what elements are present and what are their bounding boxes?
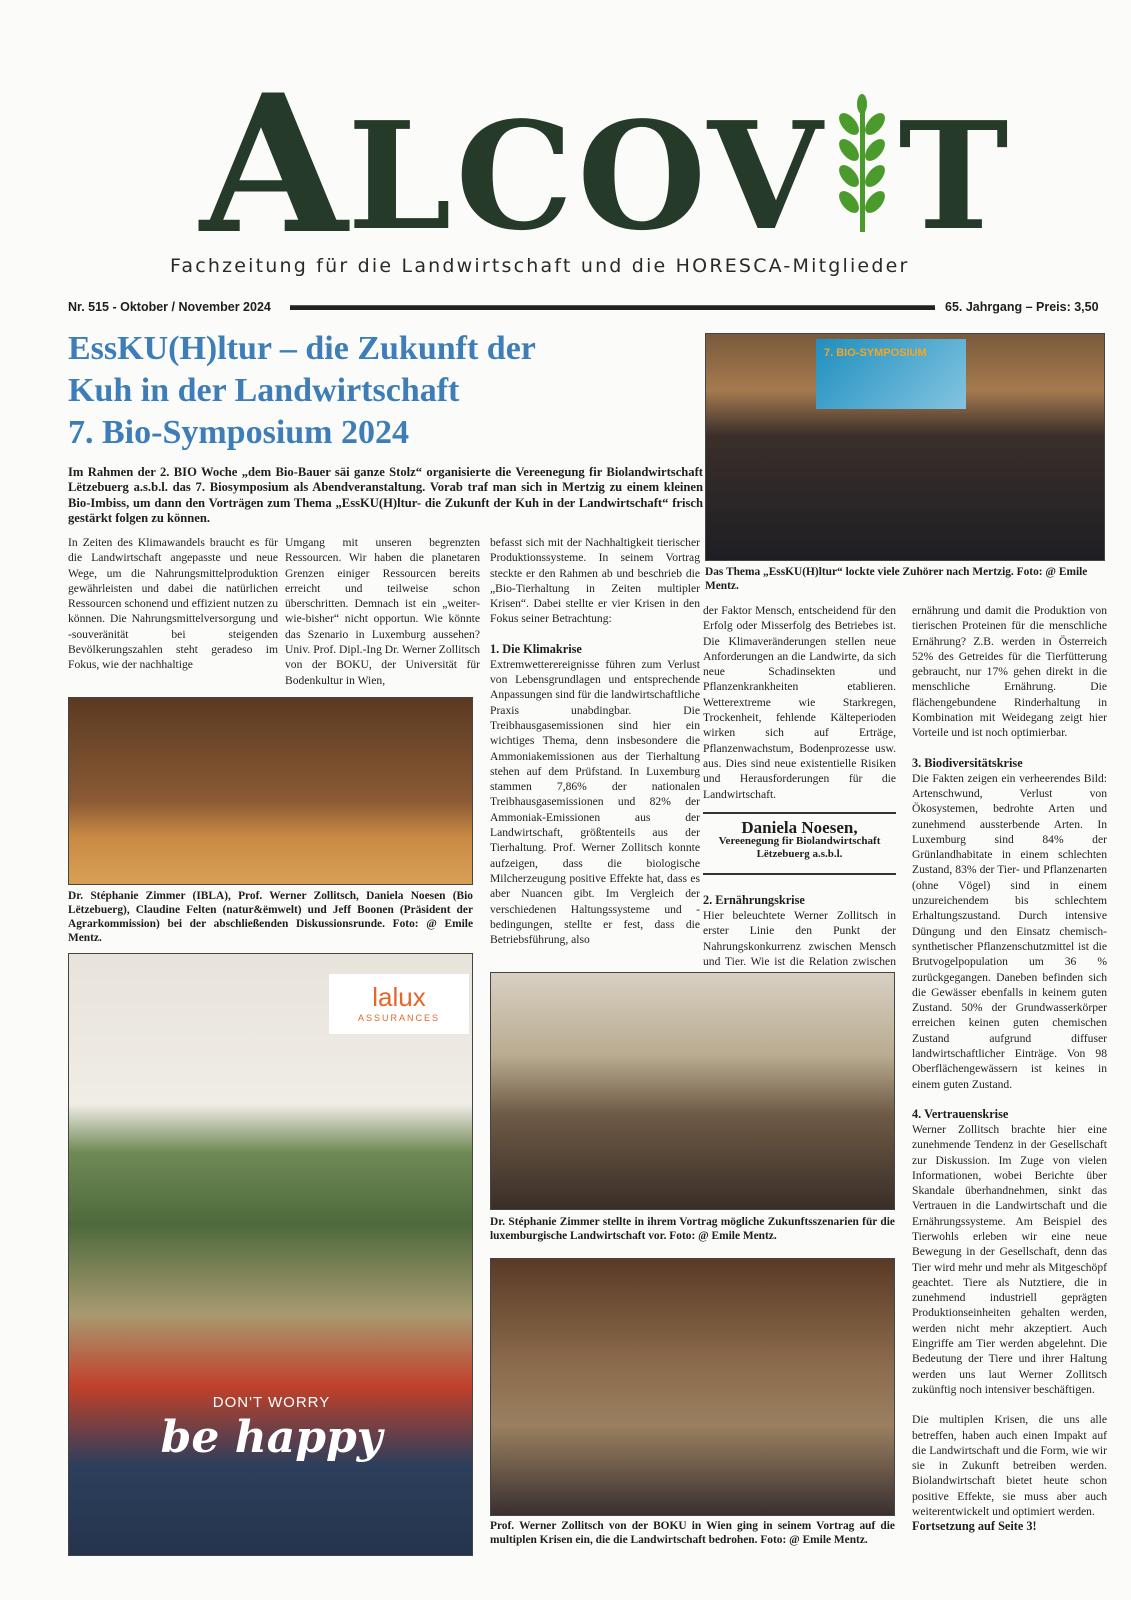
- masthead-rule: [290, 305, 935, 310]
- panel-discussion-photo: [68, 697, 473, 885]
- zimmer-photo-caption: Dr. Stéphanie Zimmer stellte in ihrem Vortrag mögliche Zukunftsszenarien für die luxemburgische Landwirtschaft vor. Foto: @ Emile Mentz.: [490, 1216, 895, 1242]
- volume-price: 65. Jahrgang – Preis: 3,50: [945, 300, 1099, 314]
- paragraph: Die Fakten zeigen ein verheerendes Bild: Artenschwund, Verlust von Ökosystemen, bedrohte Arten und zunehmend aussterbende Arten. In Luxemburg sind 84% der Grünlandhabitate in einem schlechten Zustand, 83% der Tier- und Pflanzenarten (ohne Vögel) sind in einem unzureichendem bis schlechtem Erhaltungszustand. Durch intensive Düngung und den Einsatz chemisch-synthetischer Pflanzenschutzmittel ist die Brutvogelpopulation um 36 % zurückgegangen. Daneben befinden sich die Gewässer ebenfalls in keinem guten Zustand. 50% der Grundwasserkörper erreichen keinen guten chemischen Zustand aufgrund diffuser landwirtschaftlicher Einträge. Von 98 Oberflächengewässern ist keines in einem guten Zustand.: [912, 771, 1107, 1091]
- article-column-3: [490, 535, 700, 965]
- paragraph: Extremwetterereignisse führen zum Verlust von Lebensgrundlagen und entsprechende Anpassungen sind für die landwirtschaftliche Praxis unabdingbar. Die Treibhausgasemissionen sind hier ein wichtiges Thema, denn insbesondere die Ammoniakemissionen aus der Tierhaltung stehen auf dem Prüfstand. In Luxemburg stammen 7,86% der nationalen Treibhausgasemissionen und 82% der Ammoniak-Emissionen aus der Landwirtschaft, größtenteils aus der Tierhaltung. Prof. Werner Zollitsch konnte aufzeigen, dass die biologische Milcherzeugung positive Effekte hat, dass es aber Nuancen gibt. Im Vergleich der verschiedenen Haltungssysteme und -bedingungen, stellte er fest, dass die Betriebsführung, also: [490, 657, 700, 947]
- headline-line: Kuh in der Landwirtschaft: [68, 372, 460, 409]
- zimmer-presentation-photo: [490, 972, 895, 1210]
- logo-letter-t: T: [898, 89, 1013, 263]
- author-signature: [703, 812, 896, 875]
- paragraph: befasst sich mit der Nachhaltigkeit tierischer Produktionssysteme. In seinem Vortrag steckte er den Rahmen ab und beschrieb die „Bio-Tierhaltung in Zeiten multipler Krisen“. Dabei stellte er vier Krisen in den Fokus seiner Betrachtung:: [490, 536, 700, 626]
- issue-number: Nr. 515 - Oktober / November 2024: [68, 300, 271, 314]
- author-organization: Vereenegung fir Biolandwirtschaft Lëtzebuerg a.s.b.l.: [718, 835, 881, 861]
- section-heading: 1. Die Klimakrise: [490, 641, 582, 656]
- headline-line: EssKU(H)ltur – die Zukunft der: [68, 330, 536, 367]
- audience-photo: [705, 333, 1105, 561]
- article-column-4: [703, 603, 896, 969]
- audience-photo-caption: Das Thema „EssKU(H)ltur“ lockte viele Zuhörer nach Mertzig. Foto: @ Emile Mentz.: [705, 566, 1088, 592]
- article-column-2: Umgang mit unseren begrenzten Ressourcen. Wir haben die planetaren Grenzen einiger Ressourcen bereits erreicht und teilweise schon überschritten. Demnach ist ein „weiter-wie-bisher“ nicht opportun. Wie könnte das Szenario in Luxemburg aussehen? Univ. Prof. Dipl.-Ing Dr. Werner Zollitsch von der BOKU, der Universität für Bodenkultur in Wien,: [285, 536, 480, 687]
- tagline: Fachzeitung für die Landwirtschaft und die HORESCA-Mitglieder: [170, 255, 910, 277]
- zollitsch-presentation-photo: [490, 1258, 895, 1516]
- section-heading: 3. Biodiversitätskrise: [912, 755, 1023, 770]
- projection-slide: 7. BIO-SYMPOSIUM: [816, 339, 966, 409]
- section-heading: 2. Ernährungskrise: [703, 893, 805, 908]
- article-column-5: [912, 603, 1107, 1563]
- ad-slogan-line1: DON'T WORRY: [212, 1394, 331, 1411]
- paragraph: Hier beleuchtete Werner Zollitsch in erster Linie den Punkt der Nahrungskonkurrenz zwischen Mensch und Tier. Wie ist die Relation zwischen: [703, 909, 896, 969]
- paragraph: Werner Zollitsch brachte hier eine zunehmende Tendenz in der Gesellschaft zur Diskussion. Im Zuge von vielen Informationen, wobei Berichte über Skandale überhandnehmen, sinkt das Vertrauen in die Landwirtschaft und die Ernährungssysteme. Am Beispiel des Tierwohls erleben wir eine neue Bewegung in der Gesellschaft, denn das Tier wird mehr und mehr als Mitgeschöpf geachtet. Tiere als Nutztiere, die in zunehmend industriell geprägten Produktionseinheiten gehalten werden, werden nicht mehr akzeptiert. Auch Eingriffe am Tier werden abgelehnt. Die Bedeutung der Tiere und ihrer Haltung werden uns laut Werner Zollitsch zukünftig noch intensiver beschäftigen.: [912, 1122, 1107, 1396]
- logo-letter-a: A: [200, 53, 348, 276]
- continued-note: Fortsetzung auf Seite 3!: [912, 1519, 1037, 1534]
- article-lead: Im Rahmen der 2. BIO Woche „dem Bio-Bauer säi ganze Stolz“ organisierte die Vereenegung fir Biolandwirtschaft Lëtzebuerg a.s.b.l. das 7. Biosymposium als Abendveranstaltung. Vorab traf man sich in Mertzig zu einem kleinen Bio-Imbiss, um dann den Vorträgen zum Thema „EssKU(H)ltur- die Zukunft der Kuh in der Landwirtschaft“ frisch gestärkt folgen zu können.: [68, 465, 703, 526]
- paragraph: Die multiplen Krisen, die uns alle betreffen, haben auch einen Impakt auf die Landwirtschaft und die Form, wie wir sie in Zukunft betreiben werden. Biolandwirtschaft bietet heute schon positive Effekte, sie muss aber auch weiterentwickelt und optimiert werden.: [912, 1413, 1107, 1519]
- author-name: Daniela Noesen,: [741, 817, 858, 837]
- paragraph: der Faktor Mensch, entscheidend für den Erfolg oder Misserfolg des Betriebes ist. Die Klimaveränderungen stellen neue Anforderungen an die Landwirte, da sich neue Schadinsekten und Pflanzenkrankheiten etablieren. Wetterextreme wie Starkregen, Trockenheit, fehlende Kälteperioden wirken sich auf Erträge, Pflanzenwachstum, Bodenprozesse usw. aus. Dies sind neue existentielle Risiken und Herausforderungen für die Landwirtschaft.: [703, 604, 896, 801]
- paragraph: ernährung und damit die Produktion von tierischen Proteinen für die menschliche Ernährung? Z.B. werden in Österreich 52% des Getreides für die Tierfütterung gebraucht, nur 17% gehen direkt in die menschliche Ernährung. Die flächengebundene Rinderhaltung in Kombination mit Weidegang zeigt hier Vorteile und ist noch optimierbar.: [912, 604, 1107, 740]
- ad-brand-sub: ASSURANCES: [357, 1013, 440, 1023]
- logo-letters: LCOV: [347, 89, 827, 263]
- panel-photo-caption: Dr. Stéphanie Zimmer (IBLA), Prof. Werner Zollitsch, Daniela Noesen (Bio Lëtzebuerg), Claudine Felten (natur&ëmwelt) und Jeff Boonen (Präsident der Agrarkommission) bei der abschließenden Diskussionsrunde. Foto: @ Emile Mentz.: [68, 890, 473, 944]
- article-column-1: In Zeiten des Klimawandels braucht es für die Landwirtschaft angepasste und neue Wege, um die Nahrungsmittelproduktion gewährleisten und dabei die natürlichen Ressourcen schonend und effizient nutzen zu können. Die Nahrungsmittelversorgung und -souveränität bei steigenden Bevölkerungszahlen steht geradeso im Fokus, wie der nachhaltige: [68, 536, 278, 672]
- zollitsch-photo-caption: Prof. Werner Zollitsch von der BOKU in Wien ging in seinem Vortrag auf die multiplen Krisen ein, die die Landwirtschaft bedrohen. Foto: @ Emile Mentz.: [490, 1520, 895, 1546]
- ad-slogan-line2: be happy: [160, 1412, 383, 1463]
- section-heading: 4. Vertrauenskrise: [912, 1106, 1009, 1121]
- ad-brand: lalux: [372, 982, 426, 1012]
- article-headline: [68, 328, 708, 454]
- headline-line: 7. Bio-Symposium 2024: [68, 414, 409, 451]
- lalux-logo: [329, 974, 469, 1034]
- lalux-advertisement[interactable]: [68, 953, 473, 1556]
- wheat-icon: [832, 94, 892, 234]
